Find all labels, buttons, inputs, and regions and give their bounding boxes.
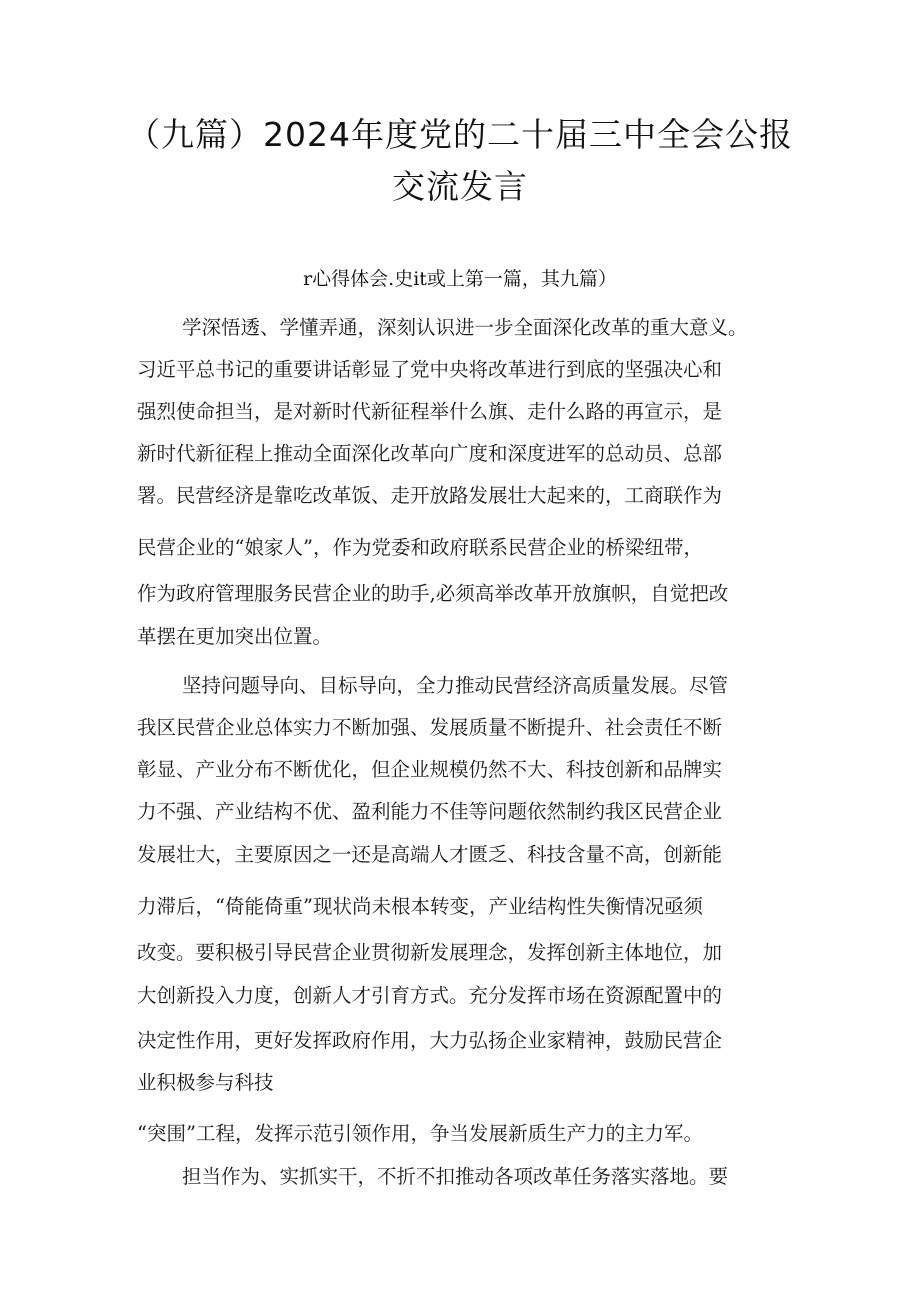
document-title-line-1: （九篇）2024年度党的二十届三中全会公报 xyxy=(127,115,793,154)
paragraph-line: 决定性作用，更好发挥政府作用，大力弘扬企业家精神，鼓励民营企 xyxy=(137,1029,723,1052)
paragraph-line: 新时代新征程上推动全面深化改革向广度和深度进军的总动员、总部 xyxy=(137,442,723,465)
paragraph-line: 我区民营企业总体实力不断加强、发展质量不断提升、社会责任不断 xyxy=(137,716,723,739)
paragraph-line: 坚持问题导向、目标导向，全力推动民营经济高质量发展。尽管 xyxy=(182,674,729,697)
paragraph-line: 革摆在更加突出位置。 xyxy=(137,625,333,648)
paragraph-line: 力滞后，“倚能倚重”现状尚未根本转变，产业结构性失衡情况亟须 xyxy=(137,895,703,918)
paragraph-line: 业积极参与科技 xyxy=(137,1071,274,1094)
paragraph-line: 署。民营经济是靠吃改革饭、走开放路发展壮大起来的，工商联作为 xyxy=(137,484,723,507)
paragraph-line: 学深悟透、学懂弄通，深刻认识进一步全面深化改革的重大意义。 xyxy=(182,316,748,339)
paragraph-line: 力不强、产业结构不优、盈利能力不佳等问题依然制约我区民营企业 xyxy=(137,800,723,823)
paragraph-line: 发展壮大，主要原因之一还是高端人才匮乏、科技含量不高，创新能 xyxy=(137,843,723,866)
paragraph-line: 大创新投入力度，创新人才引育方式。充分发挥市场在资源配置中的 xyxy=(137,984,723,1007)
document-title-line-2: 交流发言 xyxy=(392,167,528,206)
paragraph-line: 习近平总书记的重要讲话彰显了党中央将改革进行到底的坚强决心和 xyxy=(137,358,723,381)
paragraph-line: 担当作为、实抓实干，不折不扣推动各项改革任务落实落地。要 xyxy=(182,1165,729,1188)
paragraph-line: 强烈使命担当，是对新时代新征程举什么旗、走什么路的再宣示，是 xyxy=(137,400,723,423)
paragraph-line: 作为政府管理服务民营企业的助手,必须高举改革开放旗帜，自觉把改 xyxy=(137,582,729,605)
paragraph-line: 彰显、产业分布不断优化，但企业规模仍然不大、科技创新和品牌实 xyxy=(137,758,723,781)
paragraph-line: “突围”工程，发挥示范引领作用，争当发展新质生产力的主力军。 xyxy=(137,1122,703,1145)
paragraph-line: 改变。要积极引导民营企业贯彻新发展理念，发挥创新主体地位，加 xyxy=(137,941,723,964)
document-subtitle: r心得体会.史it或上第一篇，其九篇） xyxy=(303,268,617,290)
paragraph-line: 民营企业的“娘家人”，作为党委和政府联系民营企业的桥梁纽带， xyxy=(137,536,703,559)
